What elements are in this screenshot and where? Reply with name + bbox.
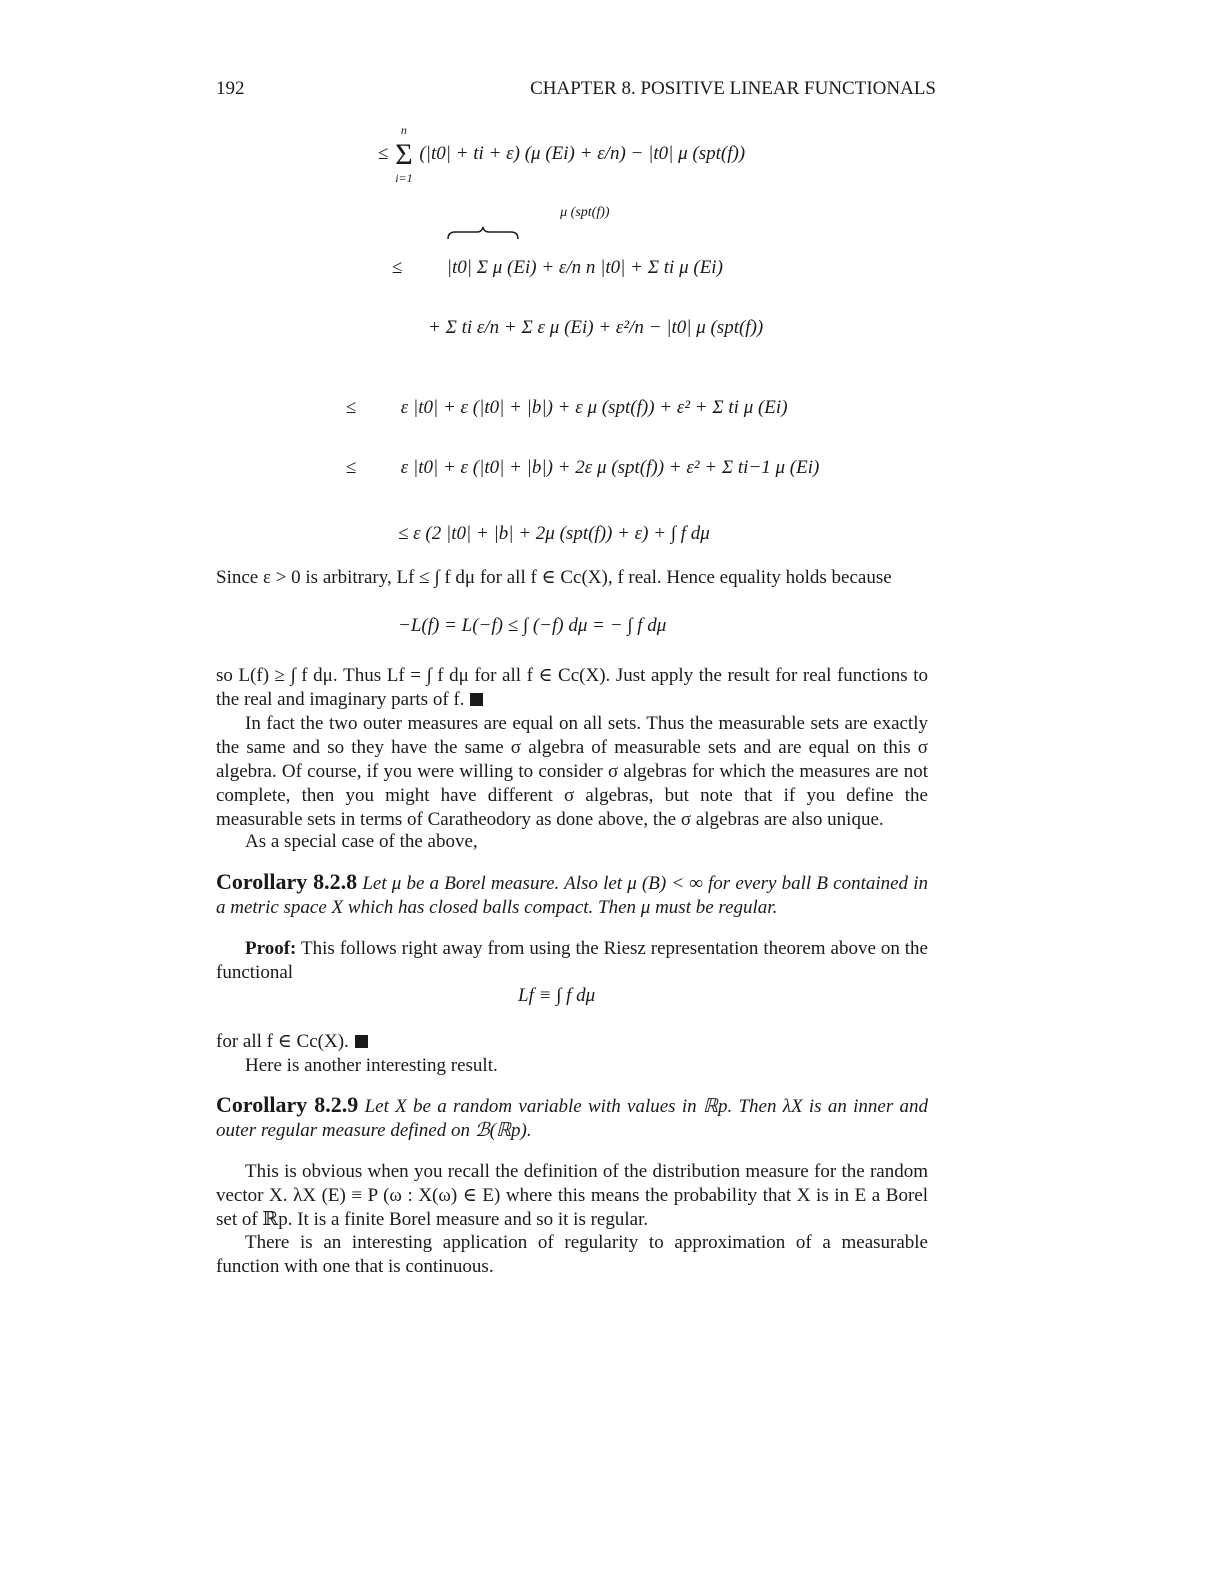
paragraph-special-case: As a special case of the above,	[245, 831, 478, 852]
paragraph-so-lf	[216, 664, 928, 712]
equation-line-5: ≤ ε |t0| + ε (|t0| + |b|) + 2ε μ (spt(f)) + ε² + Σ ti−1 μ (Ei)	[346, 457, 820, 478]
paragraph-another-result: Here is another interesting result.	[245, 1055, 498, 1076]
equation-text: + Σ ti ε/n + Σ ε μ (Ei) + ε²/n − |t0| μ (spt(f))	[428, 317, 764, 338]
proof-label: Proof:	[245, 938, 297, 959]
overbrace	[446, 205, 723, 278]
proof-paragraph	[216, 937, 928, 985]
equation-line-6	[398, 524, 710, 543]
equation-text: ≤ ε (2 |t0| + |b| + 2μ (spt(f)) + ε) + ∫ f dμ	[398, 523, 710, 544]
corollary-body: Let μ be a Borel measure. Also let μ (B) < ∞ for every ball B contained in a metric space X which has closed balls compact. Then μ must be regular.	[216, 873, 928, 918]
corollary-8-2-9	[216, 1093, 928, 1143]
equation-line-7	[398, 616, 666, 635]
paragraph-application: There is an interesting application of regularity to approximation of a measurable function with one that is continuous.	[216, 1232, 928, 1277]
equation-text: ε |t0| + ε (|t0| + |b|) + ε μ (spt(f)) + ε² + Σ ti μ (Ei)	[400, 397, 788, 418]
page-number: 192	[216, 78, 245, 99]
equation-text: ε |t0| + ε (|t0| + |b|) + 2ε μ (spt(f)) + ε² + Σ ti−1 μ (Ei)	[400, 457, 820, 478]
paragraph-distribution-measure: This is obvious when you recall the definition of the distribution measure for the random vector X. λX (E) ≡ P (ω : X(ω) ∈ E) where this means the probability that X is in E a Borel set of ℝp. It is a finite Borel measure and so it is regular.	[216, 1161, 928, 1230]
equation-line-1: ≤ Σ n i=1 (|t0| + ti + ε) (μ (Ei) + ε/n) − |t0| μ (spt(f))	[378, 123, 746, 185]
equation-line-3	[428, 318, 763, 337]
equation-line-8	[518, 986, 595, 1005]
running-head: CHAPTER 8. POSITIVE LINEAR FUNCTIONALS	[530, 78, 936, 99]
equation-text: |t0| Σ μ (Ei) + ε/n n |t0| + Σ ti μ (Ei)	[446, 257, 723, 278]
proof-text: This follows right away from using the Riesz representation theorem above on the functional	[216, 938, 928, 983]
equation-text: (|t0| + ti + ε) (μ (Ei) + ε/n) − |t0| μ (spt(f))	[419, 143, 746, 164]
equation-line-2: ≤ μ (spt(f)) |t0| Σ μ (Ei) + ε/n n |t0| + Σ ti μ (Ei)	[392, 205, 723, 278]
paragraph-text: for all f ∈ Cc(X).	[216, 1031, 349, 1052]
equation-text: Lf ≡ ∫ f dμ	[518, 985, 596, 1006]
qed-square-icon	[355, 1035, 368, 1048]
overbrace-label: μ (spt(f))	[560, 205, 610, 220]
equation-text: −L(f) = L(−f) ≤ ∫ (−f) dμ = − ∫ f dμ	[398, 615, 667, 636]
summation-symbol: Σ n i=1	[395, 123, 413, 185]
equation-line-4: ≤ ε |t0| + ε (|t0| + |b|) + ε μ (spt(f)) + ε² + Σ ti μ (Ei)	[346, 397, 788, 418]
paragraph-text: so L(f) ≥ ∫ f dμ. Thus Lf = ∫ f dμ for all f ∈ Cc(X). Just apply the result for real functions to the real and imaginary parts of f.	[216, 665, 928, 710]
corollary-body: Let X be a random variable with values in ℝp. Then λX is an inner and outer regular measure defined on ℬ(ℝp).	[216, 1096, 928, 1141]
corollary-8-2-8	[216, 870, 928, 920]
paragraph-since-epsilon: Since ε > 0 is arbitrary, Lf ≤ ∫ f dμ for all f ∈ Cc(X), f real. Hence equality holds because	[216, 567, 892, 588]
overbrace-icon	[447, 226, 519, 240]
paragraph-outer-measures: In fact the two outer measures are equal on all sets. Thus the measurable sets are exactly the same and so they have the same σ algebra of measurable sets and are equal on this σ algebra. Of course, if you were willing to consider σ algebras for which the measures are not complete, then you might have different σ algebras, but note that if you define the measurable sets in terms of Caratheodory as done above, the σ algebras are also unique.	[216, 713, 928, 830]
qed-square-icon	[470, 693, 483, 706]
corollary-title: Corollary 8.2.9	[216, 1092, 359, 1117]
corollary-title: Corollary 8.2.8	[216, 869, 358, 894]
paragraph-for-all	[216, 1030, 928, 1054]
